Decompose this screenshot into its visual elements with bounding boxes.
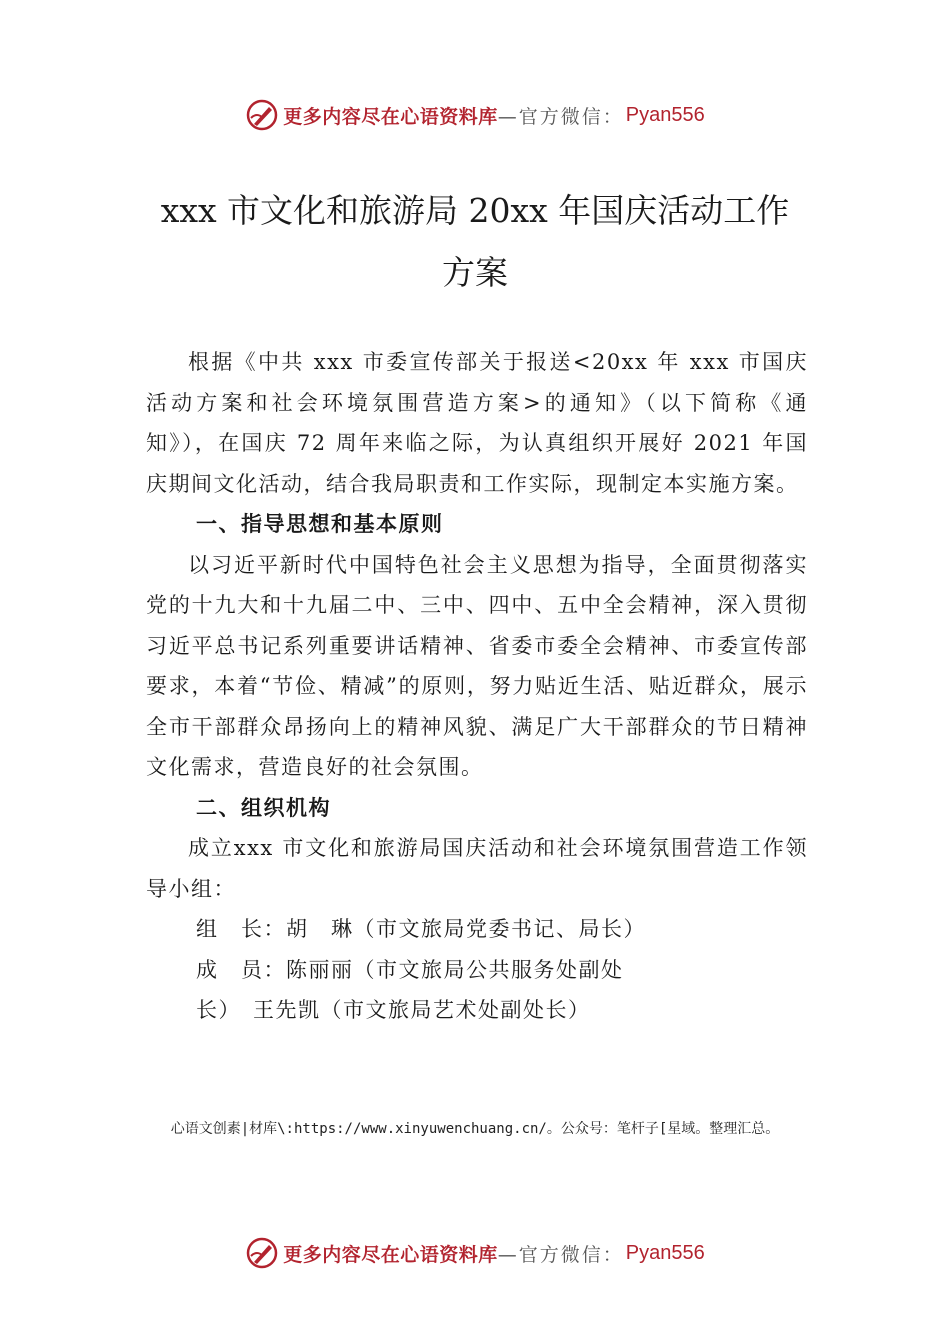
banner-wechat-id: Pyan556 [625,103,705,126]
banner-text: 更多内容尽在心语资料库 [283,105,498,128]
members-line-continued: 长） 王先凯（市文旅局艺术处副处长） [196,998,591,1022]
document-title-line1: xxx 市文化和旅游局 20xx 年国庆活动工作 [160,191,790,230]
members-line: 成 员：陈丽丽（市文旅局公共服务处副处 [196,957,624,982]
banner-wechat-id: Pyan556 [625,1241,705,1264]
banner-subtext: —官方微信： [497,105,624,128]
intro-paragraph: 根据《中共 xxx 市委宣传部关于报送<20xx 年 xxx 市国庆活动方案和社会环境氛围营造方案>的通知》（以下简称《通知》），在国庆 72 周年来临之际，为认真组织开展好 2021 年国庆期间文化活动，结合我局职责和工作实际，现制定本实施方案。 [146,350,808,496]
guiding-principles-paragraph: 以习近平新时代中国特色社会主义思想为指导，全面贯彻落实党的十九大和十九届二中、三中、四中、五中全会精神，深入贯彻习近平总书记系列重要讲话精神、省委市委全会精神、市委宣传部要求，本着“节俭、精减”的原则，努力贴近生活、贴近群众，展示全市干部群众昂扬向上的精神风貌、满足广大干部群众的节日精神文化需求，营造良好的社会氛围。 [146,552,808,779]
organization-paragraph: 成立xxx 市文化和旅游局国庆活动和社会环境氛围营造工作领导小组： [146,836,808,901]
leader-line: 组 长：胡 琳（市文旅局党委书记、局长） [196,917,646,941]
document-body [146,342,808,1031]
footer-banner [0,1233,950,1273]
header-banner [0,95,950,135]
section-heading-organization: 二、组织机构 [196,795,331,820]
banner-text: 更多内容尽在心语资料库 [283,1243,498,1266]
quill-pen-seal-icon [245,1236,279,1270]
document-title-line2: 方案 [442,253,508,292]
quill-pen-seal-icon [245,98,279,132]
section-heading-guiding-principles: 一、指导思想和基本原则 [196,512,444,536]
banner-subtext: —官方微信： [497,1243,624,1266]
source-footnote: 心语文创素|材库\:https://www.xinyuwenchuang.cn/。公众号：笔杆子[星域。整理汇总。 [170,1121,780,1137]
